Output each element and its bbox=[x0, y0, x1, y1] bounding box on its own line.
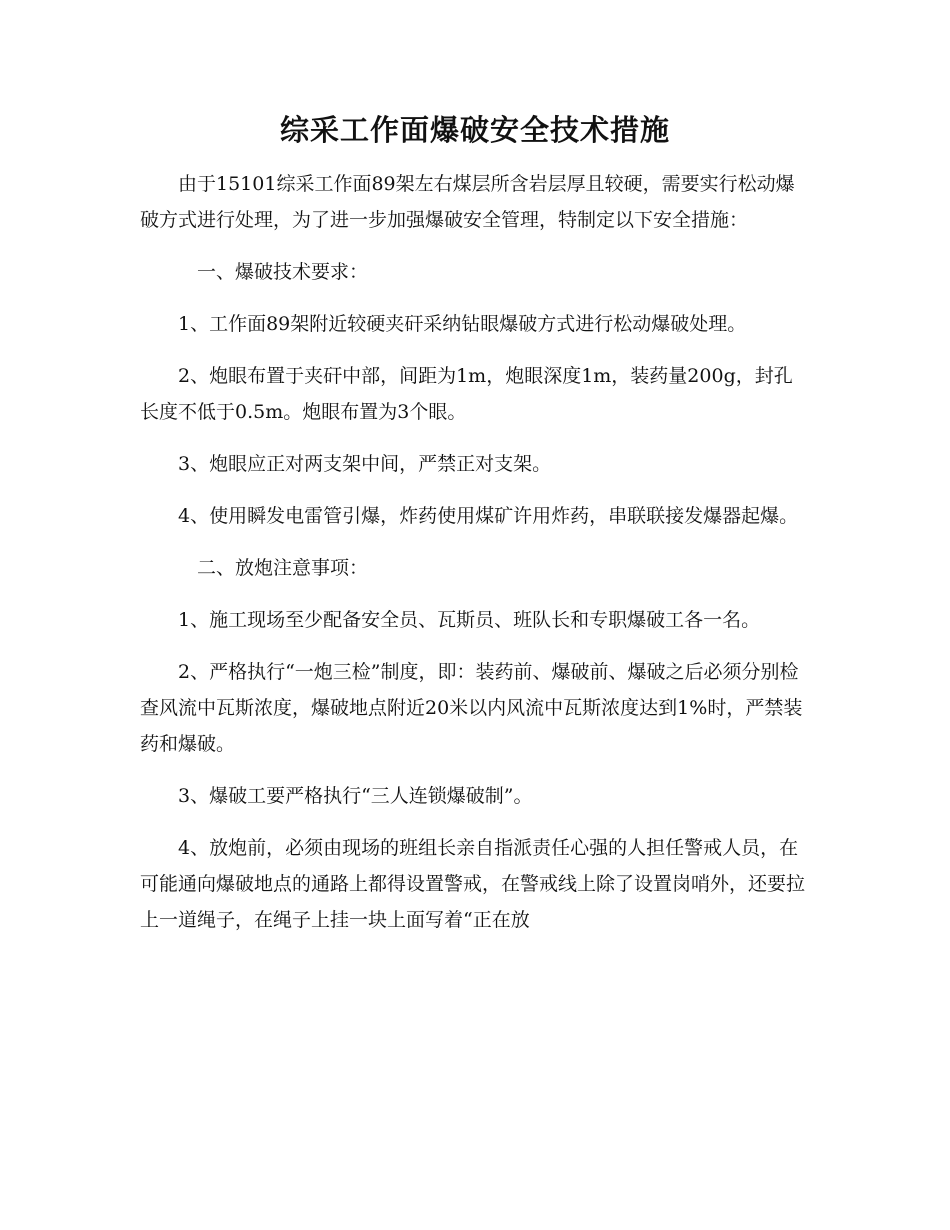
section-2-item-4: 4、放炮前，必须由现场的班组长亲自指派责任心强的人担任警戒人员，在可能通向爆破地点的通路上都得设置警戒，在警戒线上除了设置岗哨外，还要拉上一道绳子，在绳子上挂一块上面写着“正在放 bbox=[140, 837, 806, 931]
section-2-item-1: 1、施工现场至少配备安全员、瓦斯员、班队长和专职爆破工各一名。 bbox=[178, 609, 761, 631]
document-body bbox=[140, 166, 810, 938]
section-2-item-3: 3、爆破工要严格执行“三人连锁爆破制”。 bbox=[178, 785, 533, 807]
section-1-item-2: 2、炮眼布置于夹矸中部，间距为1m，炮眼深度1m，装药量200g，封孔长度不低于0.5m。炮眼布置为3个眼。 bbox=[140, 365, 793, 423]
section-1-heading: 一、爆破技术要求： bbox=[197, 261, 369, 283]
section-1-item-4: 4、使用瞬发电雷管引爆，炸药使用煤矿许用炸药，串联联接发爆器起爆。 bbox=[178, 505, 799, 527]
section-2-item-2: 2、严格执行“一炮三检”制度，即：装药前、爆破前、爆破之后必须分别检查风流中瓦斯浓度，爆破地点附近20米以内风流中瓦斯浓度达到1%时，严禁装药和爆破。 bbox=[140, 661, 803, 755]
intro-paragraph: 由于15101综采工作面89架左右煤层所含岩层厚且较硬，需要实行松动爆破方式进行处理，为了进一步加强爆破安全管理，特制定以下安全措施： bbox=[140, 173, 795, 231]
document-title: 综采工作面爆破安全技术措施 bbox=[279, 113, 670, 147]
section-2-heading: 二、放炮注意事项： bbox=[197, 557, 369, 579]
section-1-item-1: 1、工作面89架附近较硬夹矸采纳钻眼爆破方式进行松动爆破处理。 bbox=[178, 313, 747, 335]
section-1-item-3: 3、炮眼应正对两支架中间，严禁正对支架。 bbox=[178, 453, 552, 475]
